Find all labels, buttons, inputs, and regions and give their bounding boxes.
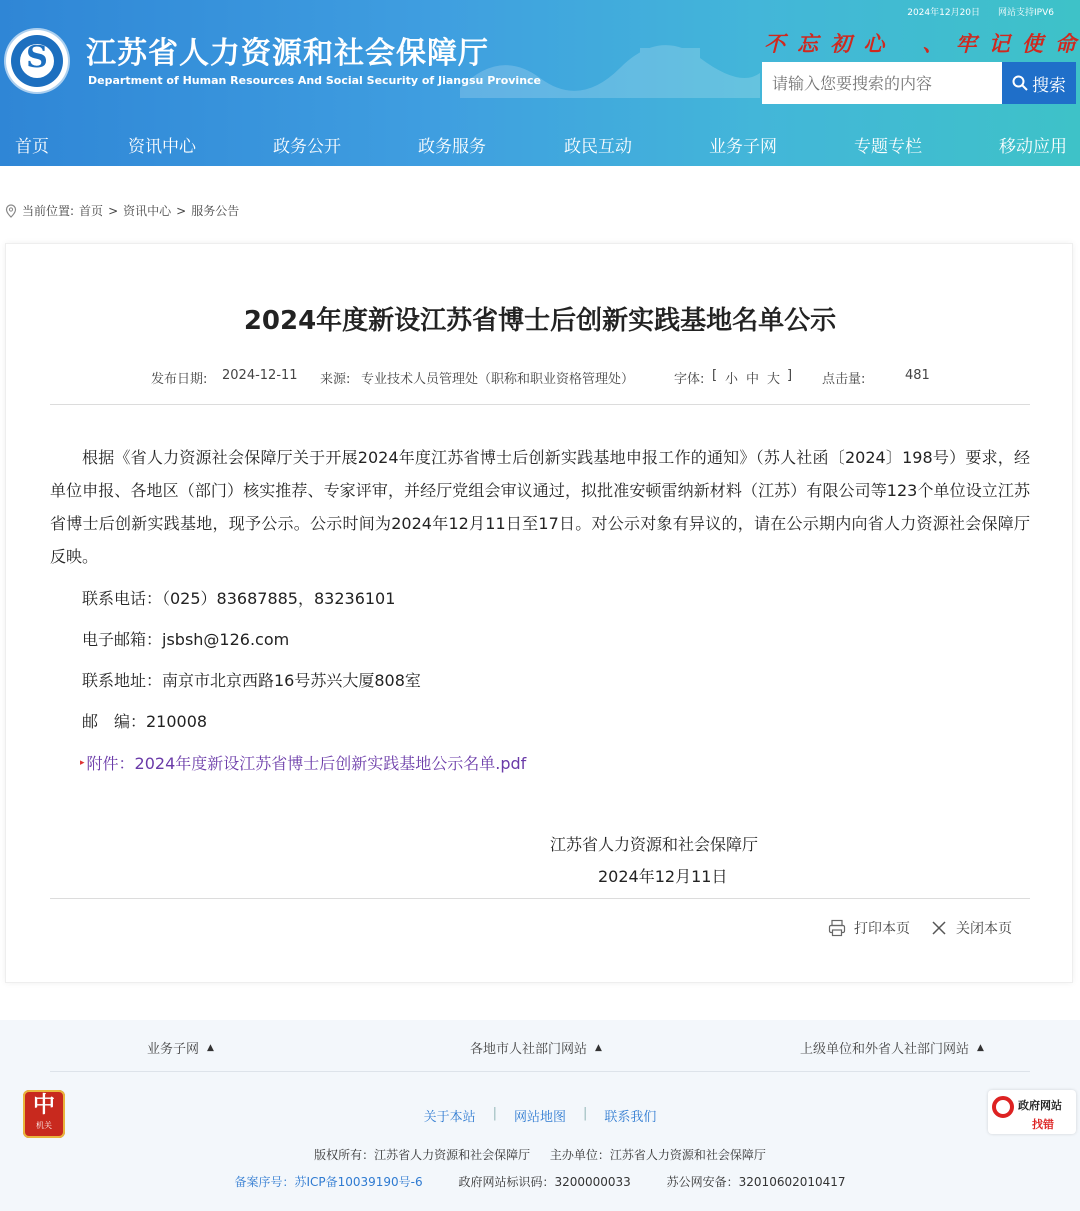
contact-email: 电子邮箱：jsbsh@126.com <box>82 630 290 649</box>
contact-link[interactable]: 联系我们 <box>604 1110 657 1125</box>
footer-divider <box>50 1071 1030 1072</box>
print-button[interactable]: 打印本页 <box>828 918 910 938</box>
site-name-en: Department of Human Resources And Social Security of Jiangsu Province <box>88 74 542 87</box>
breadcrumb-notices[interactable]: 服务公告 <box>191 204 240 218</box>
main-nav <box>0 120 1080 166</box>
triangle-up-icon: ▲ <box>207 1042 214 1053</box>
source: 专业技术人员管理处（职称和职业资格管理处） <box>361 372 635 387</box>
footer-dropdown-superior[interactable]: 上级单位和外省人社部门网站 ▲ <box>800 1042 984 1057</box>
nav-services[interactable]: 政务服务 <box>418 137 486 157</box>
nav-mobile[interactable]: 移动应用 <box>999 137 1067 157</box>
magnifier-icon <box>992 1096 1014 1118</box>
footer-dropdown-local[interactable]: 各地市人社部门网站 ▲ <box>470 1042 602 1057</box>
font-label: 字体: <box>674 372 705 387</box>
gov-site-error-report-button[interactable]: 政府网站 找错 <box>988 1090 1076 1134</box>
icp-line <box>0 1173 1080 1190</box>
search-input[interactable] <box>762 62 1002 104</box>
breadcrumb-home[interactable]: 首页 <box>79 204 104 218</box>
click-count: 481 <box>905 368 930 383</box>
article-title: 2024年度新设江苏省博士后创新实践基地名单公示 <box>243 306 837 336</box>
copyright: 版权所有：江苏省人力资源和社会保障厅 <box>314 1148 531 1162</box>
breadcrumb: 当前位置: 首页 > 资讯中心 > 服务公告 <box>5 202 239 219</box>
date-label: 发布日期: <box>151 372 208 387</box>
breadcrumb-news[interactable]: 资讯中心 <box>123 204 172 218</box>
icp-link[interactable]: 备案序号：苏ICP备10039190号-6 <box>234 1175 423 1189</box>
font-small-button[interactable]: 小 <box>725 372 739 387</box>
nav-business[interactable]: 业务子网 <box>709 137 777 157</box>
nav-topics[interactable]: 专题专栏 <box>854 137 922 157</box>
divider <box>50 404 1030 405</box>
ipv6-label: 网站支持IPV6 <box>998 8 1054 18</box>
contact-phone: 联系电话：（025）83687885，83236101 <box>82 589 396 608</box>
source-label: 来源: <box>320 372 351 387</box>
publish-date: 2024-12-11 <box>222 368 298 383</box>
font-medium-button[interactable]: 中 <box>746 372 760 387</box>
top-info-bar <box>907 5 1054 18</box>
site-name-cn[interactable]: 江苏省人力资源和社会保障厅 <box>86 36 489 71</box>
police-record: 苏公网安备：32010602010417 <box>666 1175 846 1189</box>
search-icon <box>1012 75 1028 91</box>
nav-news[interactable]: 资讯中心 <box>128 137 196 157</box>
close-page-button[interactable]: 关闭本页 <box>930 918 1012 938</box>
about-link[interactable]: 关于本站 <box>423 1110 476 1125</box>
close-icon <box>930 919 948 937</box>
triangle-up-icon: ▲ <box>977 1042 984 1053</box>
postcode: 邮 编：210008 <box>82 712 208 731</box>
party-organ-badge-icon[interactable]: 中 机关 <box>23 1090 65 1138</box>
site-logo-icon[interactable]: S <box>6 30 68 92</box>
signer: 江苏省人力资源和社会保障厅 <box>550 835 759 854</box>
article-container <box>5 243 1073 983</box>
printer-icon <box>828 919 846 937</box>
footer-nav: 关于本站 | 网站地图 | 联系我们 <box>423 1106 657 1125</box>
slogan: 不 忘 初 心 、 牢 记 使 命 <box>764 31 1076 56</box>
pdf-icon: ▸ <box>80 757 85 768</box>
nav-home[interactable]: 首页 <box>15 137 49 157</box>
decorative-landscape-icon <box>460 28 760 98</box>
article-body: 根据《省人力资源社会保障厅关于开展2024年度江苏省博士后创新实践基地申报工作的通知》（苏人社函〔2024〕198号）要求，经单位申报、各地区（部门）核实推荐、专家评审，并经厅党组会审议通过，拟批准安顿雷纳新材料（江苏）有限公司等123个单位设立江苏省博士后创新实践基地，现予公示。公示时间为2024年12月11日至17日。对公示对象有异议的，请在公示期内向省人力资源社会保障厅反映。 <box>50 448 1030 566</box>
clicks-label: 点击量: <box>822 372 866 387</box>
nav-open-government[interactable]: 政务公开 <box>273 137 341 157</box>
sign-date: 2024年12月11日 <box>598 867 728 886</box>
attachment-link[interactable]: ▸ 附件：2024年度新设江苏省博士后创新实践基地公示名单.pdf <box>80 754 527 773</box>
breadcrumb-label: 当前位置: <box>22 204 75 218</box>
footer-dropdown-business[interactable]: 业务子网 ▲ <box>147 1042 214 1057</box>
contact-address: 联系地址：南京市北京西路16号苏兴大厦808室 <box>82 671 421 690</box>
nav-interaction[interactable]: 政民互动 <box>564 137 632 157</box>
host: 主办单位：江苏省人力资源和社会保障厅 <box>549 1148 766 1162</box>
sitemap-link[interactable]: 网站地图 <box>513 1110 566 1125</box>
copyright-line <box>0 1146 1080 1163</box>
search-button[interactable]: 搜索 <box>1002 62 1076 104</box>
gov-site-id: 政府网站标识码：3200000033 <box>458 1175 631 1189</box>
triangle-up-icon: ▲ <box>595 1042 602 1053</box>
divider <box>50 898 1030 899</box>
location-icon <box>5 204 17 218</box>
header-date: 2024年12月20日 <box>907 8 981 18</box>
font-large-button[interactable]: 大 <box>767 372 781 387</box>
